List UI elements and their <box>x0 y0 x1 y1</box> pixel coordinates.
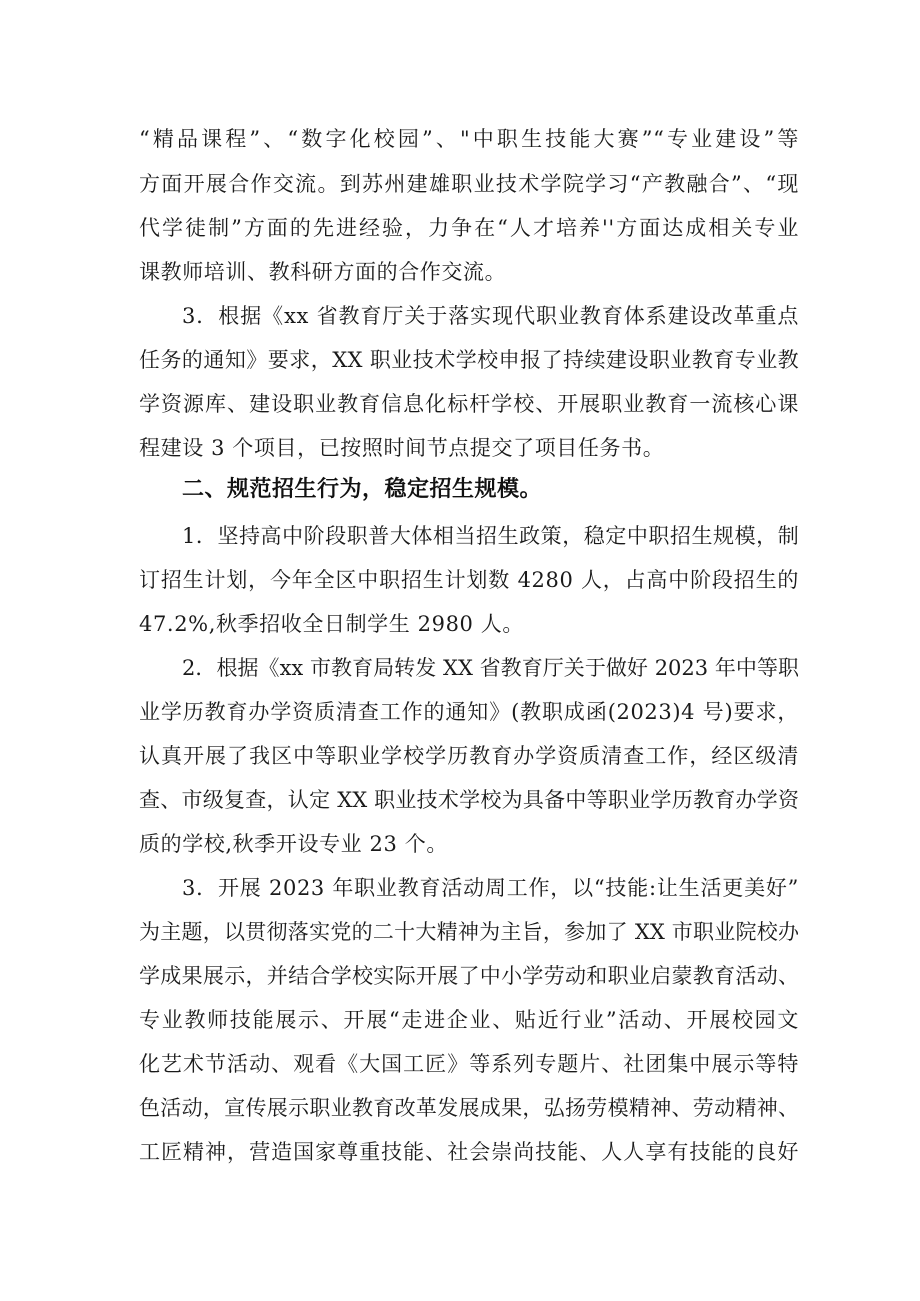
paragraph-line: 质的学校,秋季开设专业 23 个。 <box>139 832 448 856</box>
paragraph-line: 课教师培训、教科研方面的合作交流。 <box>139 260 507 284</box>
paragraph-line: 47.2%,秋季招收全日制学生 2980 人。 <box>139 612 524 636</box>
paragraph-line: 色活动，宣传展示职业教育改革发展成果，弘扬劳模精神、劳动精神、 <box>139 1096 800 1120</box>
paragraph-line: 学资源库、建设职业教育信息化标杆学校、开展职业教育一流核心课 <box>139 392 799 416</box>
paragraph-line: 1．坚持高中阶段职普大体相当招生政策，稳定中职招生规模，制 <box>182 524 799 548</box>
paragraph-line: 工匠精神，营造国家尊重技能、社会崇尚技能、人人享有技能的良好 <box>139 1140 799 1164</box>
paragraph-line: 学成果展示，并结合学校实际开展了中小学劳动和职业启蒙教育活动、 <box>139 964 800 988</box>
paragraph-line: 3．根据《xx 省教育厅关于落实现代职业教育体系建设改革重点 <box>182 304 799 328</box>
paragraph-line: 查、市级复查，认定 XX 职业技术学校为具备中等职业学历教育办学资 <box>139 788 799 812</box>
section-heading: 二、规范招生行为，稳定招生规模。 <box>182 477 543 502</box>
paragraph-line: 为主题，以贯彻落实党的二十大精神为主旨，参加了 XX 市职业院校办 <box>139 920 799 944</box>
paragraph-line: 方面开展合作交流。到苏州建雄职业技术学院学习“产教融合”、“现 <box>139 172 799 196</box>
paragraph-line: “精品课程”、“数字化校园”、"中职生技能大赛”“专业建设”等 <box>139 127 799 151</box>
paragraph-line: 认真开展了我区中等职业学校学历教育办学资质清查工作，经区级清 <box>139 744 799 768</box>
paragraph-line: 业学历教育办学资质清查工作的通知》(教职成函(2023)4 号)要求， <box>139 700 799 724</box>
paragraph-line: 2．根据《xx 市教育局转发 XX 省教育厅关于做好 2023 年中等职 <box>182 656 799 680</box>
paragraph-line: 订招生计划，今年全区中职招生计划数 4280 人，占高中阶段招生的 <box>139 568 799 592</box>
paragraph-line: 专业教师技能展示、开展“走进企业、贴近行业”活动、开展校园文 <box>139 1008 799 1032</box>
paragraph-line: 化艺术节活动、观看《大国工匠》等系列专题片、社团集中展示等特 <box>139 1052 799 1076</box>
paragraph-line: 任务的通知》要求，XX 职业技术学校申报了持续建设职业教育专业教 <box>139 348 799 372</box>
paragraph-line: 代学徒制”方面的先进经验，力争在“人才培养''方面达成相关专业 <box>139 216 799 240</box>
paragraph-line: 3．开展 2023 年职业教育活动周工作，以“技能:让生活更美好” <box>182 876 799 900</box>
paragraph-line: 程建设 3 个项目，已按照时间节点提交了项目任务书。 <box>139 436 665 460</box>
